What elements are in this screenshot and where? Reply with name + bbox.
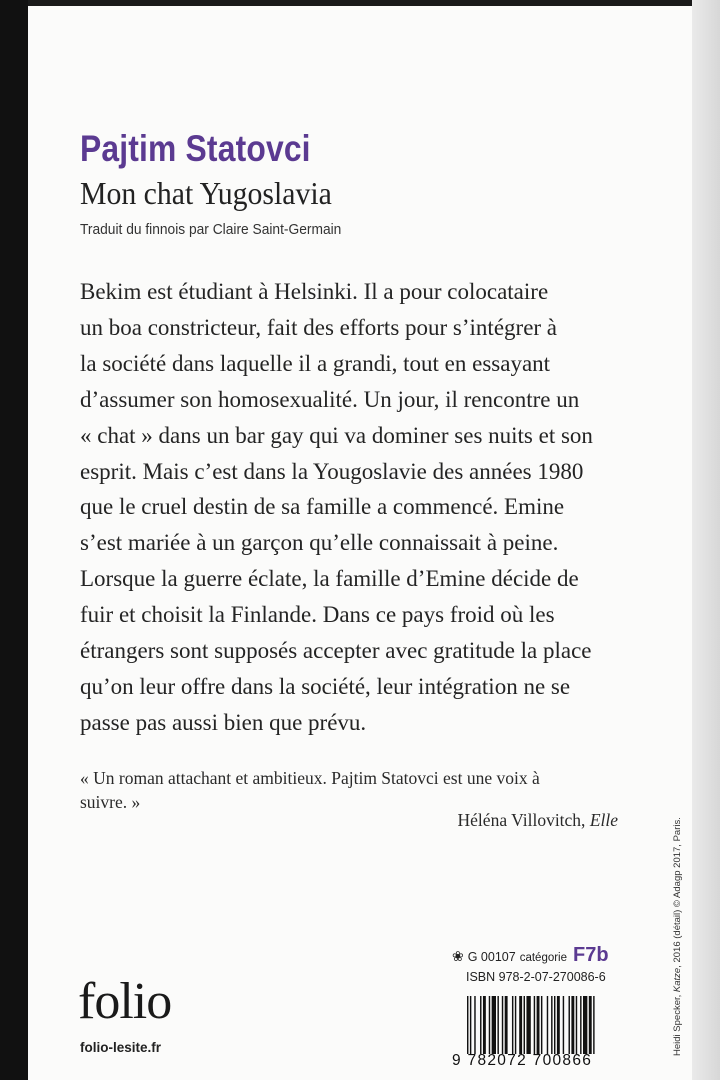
blurb-line: « chat » dans un bar gay qui va dominer ses nuits et son bbox=[80, 422, 593, 448]
blurb-line: fuir et choisit la Finlande. Dans ce pays froid où les bbox=[80, 602, 555, 628]
product-code: G 00107 bbox=[467, 950, 516, 964]
publisher-website: folio-lesite.fr bbox=[80, 1040, 162, 1055]
blurb-line: la société dans laquelle il a grandi, tout en essayant bbox=[80, 350, 551, 376]
author-name: Pajtim Statovci bbox=[80, 128, 311, 169]
isbn: ISBN 978-2-07-270086-6 bbox=[466, 970, 606, 984]
quote-author: Héléna Villovitch, bbox=[457, 810, 586, 830]
credit-rest: , 2016 (détail) © Adagp 2017, Paris. bbox=[672, 817, 683, 968]
credit-artist: Heidi Specker, bbox=[672, 994, 683, 1056]
back-cover bbox=[28, 6, 692, 1080]
blurb bbox=[80, 274, 628, 741]
quote-line: suivre. » bbox=[80, 792, 141, 812]
blurb-line: Lorsque la guerre éclate, la famille d’Emine décide de bbox=[80, 566, 579, 592]
blurb-line: que le cruel destin de sa famille a commencé. Emine bbox=[80, 494, 565, 520]
category-value: F7b bbox=[573, 944, 609, 966]
folio-mark-icon: ❀ bbox=[452, 948, 464, 964]
quote-attribution bbox=[458, 810, 618, 831]
category-label: catégorie bbox=[519, 952, 568, 964]
book-title: Mon chat Yugoslavia bbox=[80, 175, 332, 211]
product-code-row bbox=[452, 944, 609, 967]
blurb-line: passe pas aussi bien que prévu. bbox=[80, 709, 367, 735]
blurb-line: un boa constricteur, fait des efforts pour s’intégrer à bbox=[80, 314, 558, 340]
press-quote bbox=[80, 766, 640, 814]
folio-logo: folio bbox=[78, 973, 172, 1030]
blurb-line: s’est mariée à un garçon qu’elle connaissait à peine. bbox=[80, 530, 559, 556]
quote-line: « Un roman attachant et ambitieux. Pajtim Statovci est une voix à bbox=[80, 768, 540, 788]
barcode-digits: 9 782072 700866 bbox=[452, 1052, 593, 1069]
quote-publication: Elle bbox=[589, 810, 618, 830]
credit-work: Katze bbox=[672, 967, 683, 993]
page-edge bbox=[692, 0, 720, 1080]
blurb-line: esprit. Mais c’est dans la Yougoslavie des années 1980 bbox=[80, 458, 584, 484]
translator-credit: Traduit du finnois par Claire Saint-Germain bbox=[80, 222, 342, 238]
barcode bbox=[466, 996, 642, 1054]
blurb-line: Bekim est étudiant à Helsinki. Il a pour colocataire bbox=[80, 279, 549, 304]
image-credit bbox=[672, 817, 683, 1056]
blurb-line: étrangers sont supposés accepter avec gratitude la place bbox=[80, 638, 592, 664]
blurb-line: d’assumer son homosexualité. Un jour, il rencontre un bbox=[80, 386, 580, 412]
blurb-line: qu’on leur offre dans la société, leur intégration ne se bbox=[80, 673, 571, 699]
